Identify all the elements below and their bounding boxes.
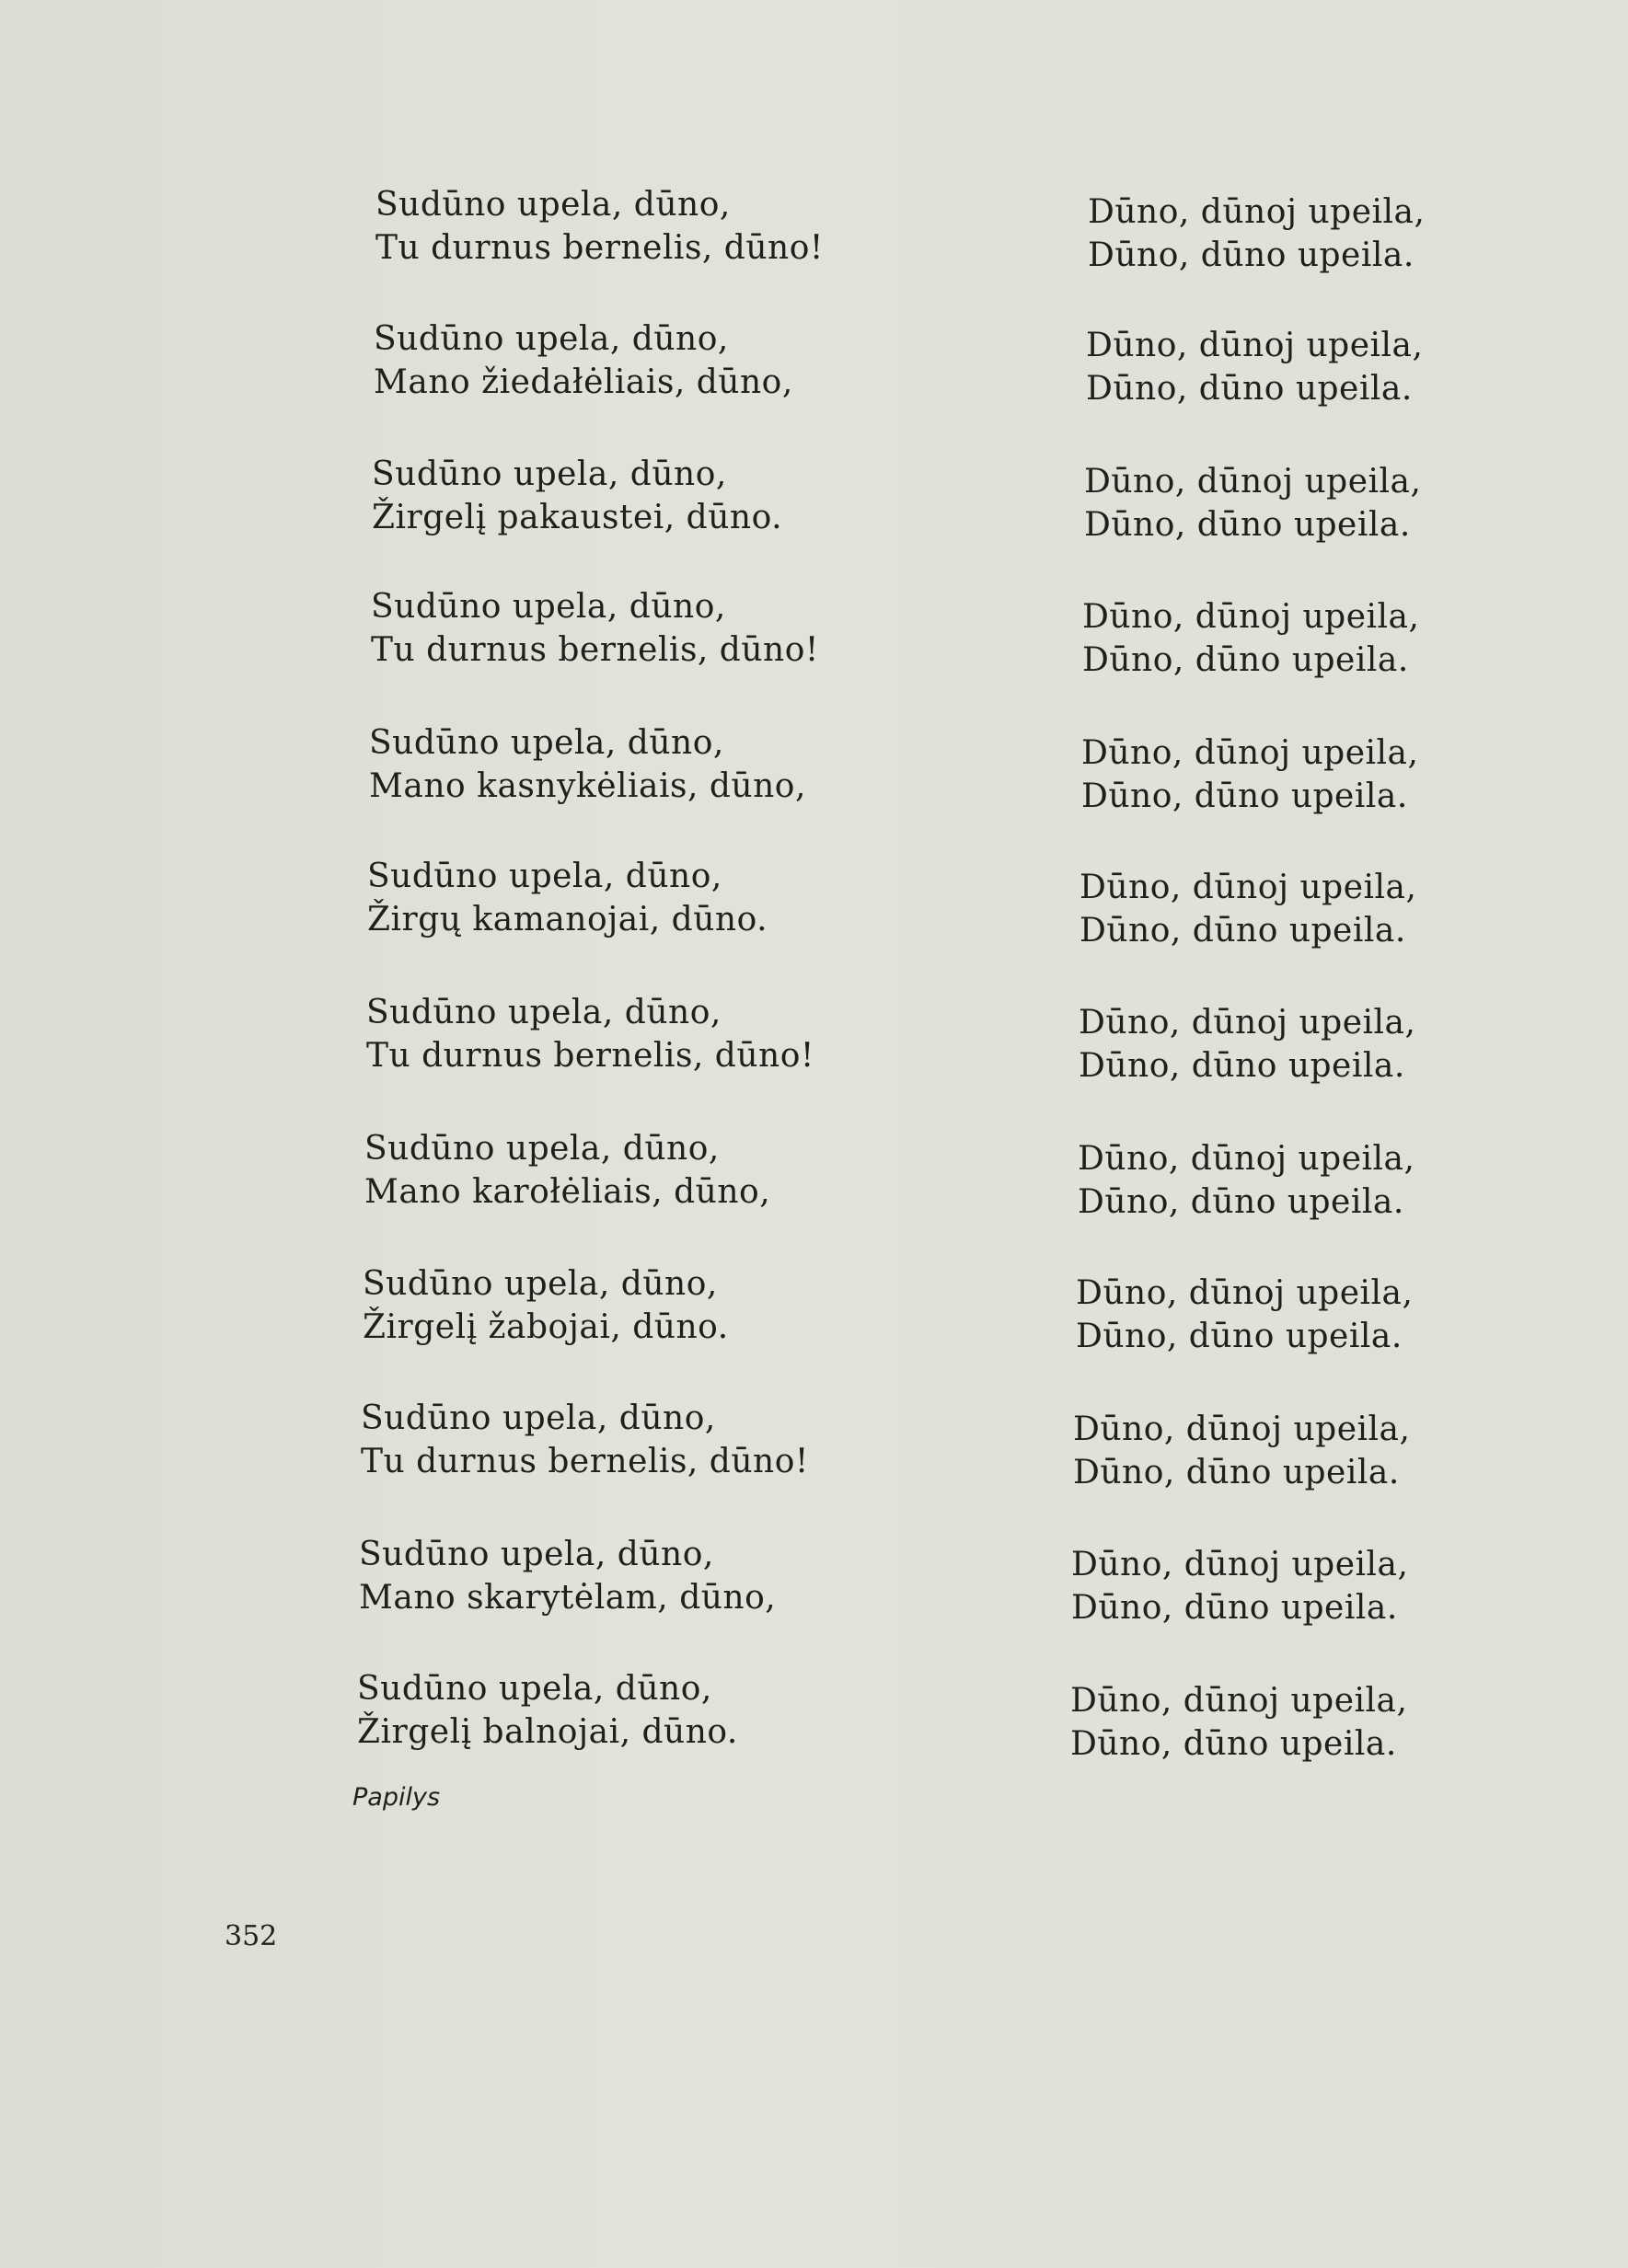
refrain-line: Dūno, dūno upeila. (1076, 1318, 1403, 1355)
verse-line: Sudūno upela, dūno, (372, 455, 727, 493)
refrain-line: Dūno, dūno upeila. (1079, 1047, 1405, 1085)
stanza-8-left (364, 1127, 770, 1214)
stanza-6-left (367, 855, 768, 941)
stanza-4-right (1082, 595, 1419, 682)
stanza-2-right (1086, 324, 1423, 410)
stanza-11-left (359, 1533, 776, 1619)
stanza-9-right (1076, 1272, 1413, 1358)
stanza-12-right (1070, 1679, 1407, 1766)
stanza-7-right (1079, 1001, 1415, 1088)
verse-line: Sudūno upela, dūno, (369, 724, 724, 762)
stanza-1-right (1088, 190, 1425, 277)
stanza-6-right (1080, 866, 1416, 952)
stanza-1-left (375, 183, 824, 270)
refrain-line: Dūno, dūno upeila. (1086, 370, 1413, 408)
stanza-4-left (371, 585, 819, 672)
verse-line: Tu durnus bernelis, dūno! (371, 631, 819, 669)
verse-line: Mano karołėliais, dūno, (364, 1173, 771, 1211)
refrain-line: Dūno, dūnoj upeila, (1084, 463, 1422, 501)
verse-line: Sudūno upela, dūno, (366, 994, 722, 1031)
refrain-line: Dūno, dūno upeila. (1080, 912, 1406, 950)
verse-line: Žirgų kamanojai, dūno. (367, 901, 768, 938)
verse-line: Tu durnus bernelis, dūno! (366, 1037, 814, 1075)
verse-line: Sudūno upela, dūno, (375, 186, 731, 224)
verse-line: Sudūno upela, dūno, (364, 1130, 720, 1168)
refrain-line: Dūno, dūnoj upeila, (1073, 1410, 1411, 1448)
stanza-10-left (361, 1397, 809, 1483)
verse-line: Mano kasnykėliais, dūno, (369, 767, 806, 805)
refrain-line: Dūno, dūnoj upeila, (1078, 1140, 1415, 1178)
refrain-line: Dūno, dūno upeila. (1071, 1589, 1398, 1627)
verse-line: Tu durnus bernelis, dūno! (361, 1443, 809, 1480)
verse-line: Sudūno upela, dūno, (363, 1265, 718, 1303)
refrain-line: Dūno, dūno upeila. (1084, 506, 1411, 544)
source-location: Papilys (352, 1783, 441, 1812)
verse-line: Sudūno upela, dūno, (359, 1536, 714, 1573)
verse-line: Sudūno upela, dūno, (357, 1670, 712, 1708)
refrain-line: Dūno, dūno upeila. (1081, 777, 1408, 815)
refrain-line: Dūno, dūnoj upeila, (1080, 869, 1417, 906)
refrain-line: Dūno, dūno upeila. (1070, 1725, 1397, 1763)
stanza-9-left (363, 1262, 729, 1349)
stanza-10-right (1073, 1408, 1410, 1494)
refrain-line: Dūno, dūnoj upeila, (1088, 193, 1426, 231)
stanza-11-right (1071, 1543, 1408, 1629)
verse-line: Sudūno upela, dūno, (371, 588, 726, 626)
verse-line: Tu durnus bernelis, dūno! (375, 229, 824, 267)
verse-line: Žirgelį balnojai, dūno. (357, 1713, 738, 1751)
verse-line: Žirgelį žabojai, dūno. (363, 1308, 729, 1346)
stanza-5-right (1081, 731, 1418, 818)
refrain-line: Dūno, dūnoj upeila, (1076, 1274, 1414, 1312)
refrain-line: Dūno, dūno upeila. (1078, 1183, 1404, 1221)
stanza-2-left (374, 317, 793, 404)
refrain-line: Dūno, dūnoj upeila, (1086, 327, 1424, 364)
verse-line: Sudūno upela, dūno, (374, 320, 729, 358)
stanza-12-left (357, 1667, 738, 1754)
stanza-3-right (1084, 460, 1421, 547)
refrain-line: Dūno, dūno upeila. (1073, 1454, 1400, 1491)
verse-line: Mano žiedałėliais, dūno, (374, 363, 793, 401)
verse-line: Žirgelį pakaustei, dūno. (372, 499, 783, 536)
stanza-3-left (372, 453, 782, 539)
refrain-line: Dūno, dūnoj upeila, (1079, 1004, 1416, 1042)
refrain-line: Dūno, dūno upeila. (1082, 641, 1409, 679)
refrain-line: Dūno, dūno upeila. (1088, 236, 1414, 274)
verse-line: Sudūno upela, dūno, (361, 1399, 716, 1437)
refrain-line: Dūno, dūnoj upeila, (1071, 1546, 1409, 1583)
page-number: 352 (225, 1920, 278, 1952)
refrain-line: Dūno, dūnoj upeila, (1081, 734, 1419, 772)
refrain-line: Dūno, dūnoj upeila, (1082, 598, 1420, 636)
stanza-5-left (369, 721, 806, 808)
refrain-line: Dūno, dūnoj upeila, (1070, 1682, 1408, 1720)
verse-line: Sudūno upela, dūno, (367, 858, 722, 895)
stanza-8-right (1078, 1137, 1414, 1224)
stanza-7-left (366, 991, 814, 1077)
verse-line: Mano skarytėlam, dūno, (359, 1579, 777, 1617)
